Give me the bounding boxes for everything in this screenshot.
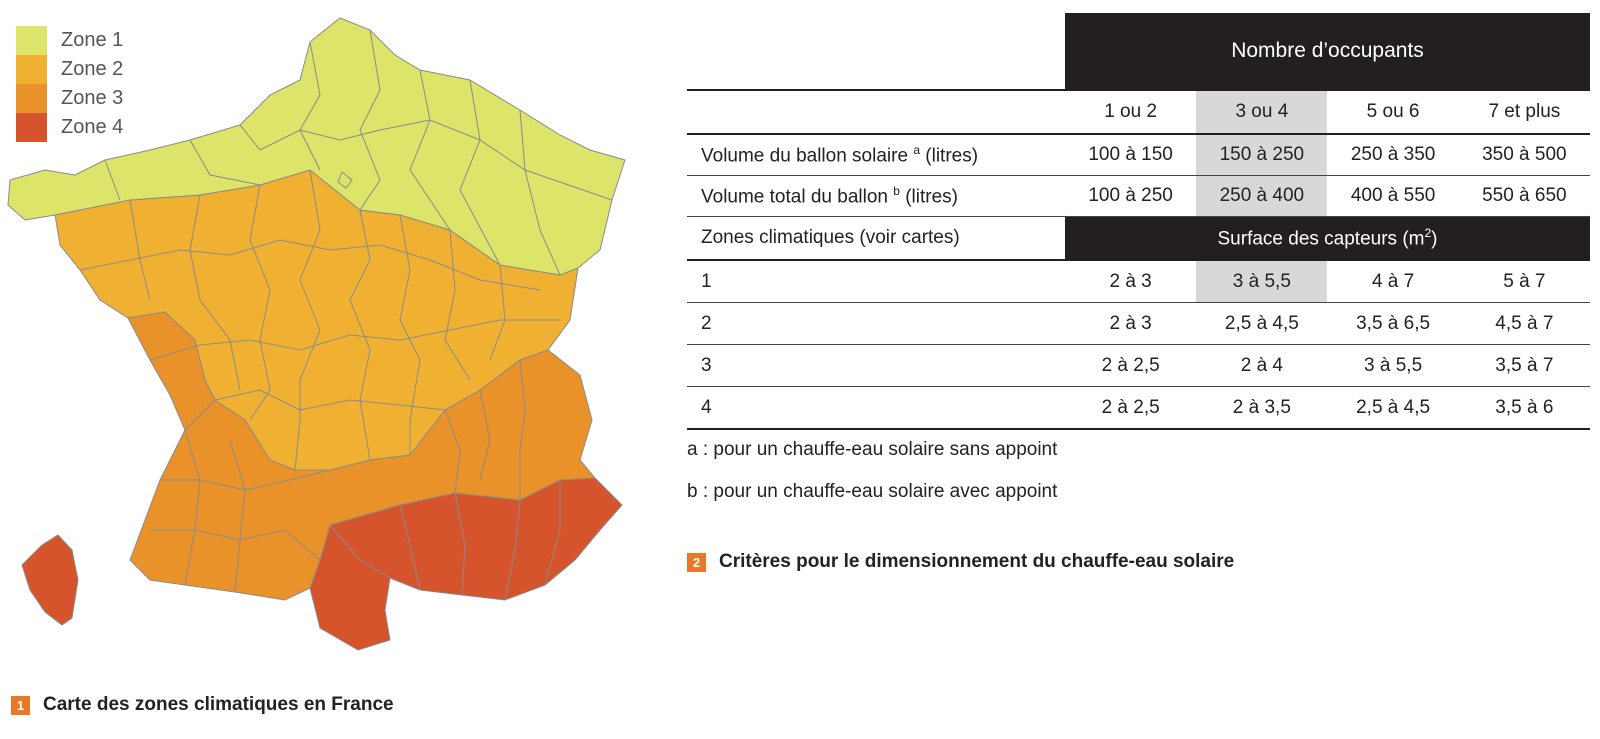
occupants-header-row: [687, 90, 1590, 134]
table-cell: 150 à 250: [1196, 134, 1327, 176]
figure-1-caption: [11, 694, 394, 716]
footnote-marker: b: [893, 183, 900, 198]
table-cell: 2 à 2,5: [1065, 345, 1196, 387]
footnote-marker: a: [913, 142, 920, 157]
legend-label: Zone 2: [61, 58, 124, 80]
map-legend: [16, 26, 123, 142]
column-header: 1 ou 2: [1065, 90, 1196, 134]
table-cell: 400 à 550: [1327, 176, 1458, 217]
table-corner-cell: [687, 90, 1065, 134]
table-row: [687, 303, 1590, 345]
surface-group-header: Surface des capteurs $(m^2)$: [1065, 217, 1590, 261]
legend-swatch: [16, 26, 47, 55]
table-corner-cell: [687, 13, 1065, 90]
zone-number: 1: [687, 260, 1065, 303]
table-cell: 2 à 3: [1065, 303, 1196, 345]
row-label: Volume total du ballon $^b$ (litres): [687, 176, 1065, 217]
table-cell: 550 à 650: [1459, 176, 1590, 217]
table-group-header-row: [687, 13, 1590, 90]
table-cell: 3,5 à 6,5: [1327, 303, 1458, 345]
zones-header-row: [687, 217, 1590, 261]
legend-item-zone-2: [16, 55, 123, 84]
occupants-group-header: Nombre d’occupants: [1065, 13, 1590, 90]
row-label: Volume du ballon solaire $^a$ (litres): [687, 134, 1065, 176]
table-cell: 3,5 à 7: [1459, 345, 1590, 387]
table-cell: 5 à 7: [1459, 260, 1590, 303]
legend-item-zone-1: [16, 26, 123, 55]
table-cell: 2 à 3: [1065, 260, 1196, 303]
legend-label: Zone 3: [61, 87, 124, 109]
zone-number: 3: [687, 345, 1065, 387]
footnote-b: b : pour un chauffe-eau solaire avec appoint: [687, 481, 1058, 502]
figure-2-caption: [687, 551, 1234, 573]
table-cell: 2,5 à 4,5: [1327, 387, 1458, 430]
table-cell: 350 à 500: [1459, 134, 1590, 176]
legend-label: Zone 4: [61, 116, 124, 138]
zones-label: Zones climatiques (voir cartes): [701, 227, 960, 248]
column-header: 3 ou 4: [1196, 90, 1327, 134]
table-cell: 2 à 2,5: [1065, 387, 1196, 430]
column-header: 7 et plus: [1459, 90, 1590, 134]
corsica-region: [22, 535, 78, 625]
solar-sizing-table: [687, 13, 1590, 430]
footnote-a: a : pour un chauffe-eau solaire sans appoint: [687, 439, 1058, 460]
figure-caption-text: Critères pour le dimensionnement du chauffe-eau solaire: [719, 551, 1235, 572]
table-row: [687, 345, 1590, 387]
table-row: [687, 134, 1590, 176]
figure-number-badge: 1: [11, 696, 30, 715]
legend-swatch: [16, 55, 47, 84]
table-cell: 100 à 250: [1065, 176, 1196, 217]
table-row: [687, 260, 1590, 303]
table-cell: 4,5 à 7: [1459, 303, 1590, 345]
legend-swatch: [16, 84, 47, 113]
table-cell: 250 à 350: [1327, 134, 1458, 176]
table-cell: 2,5 à 4,5: [1196, 303, 1327, 345]
legend-swatch: [16, 113, 47, 142]
zone-number: 4: [687, 387, 1065, 430]
table-cell: 3,5 à 6: [1459, 387, 1590, 430]
figure-number-badge: 2: [687, 553, 706, 572]
zone-number: 2: [687, 303, 1065, 345]
legend-item-zone-3: [16, 84, 123, 113]
table-cell: 3 à 5,5: [1327, 345, 1458, 387]
table-cell: 2 à 4: [1196, 345, 1327, 387]
table-cell: 3 à 5,5: [1196, 260, 1327, 303]
legend-label: Zone 1: [61, 29, 124, 51]
table-cell: 250 à 400: [1196, 176, 1327, 217]
table-row: [687, 387, 1590, 430]
table-cell: 2 à 3,5: [1196, 387, 1327, 430]
figure-caption-text: Carte des zones climatiques en France: [43, 694, 394, 715]
table-cell: 100 à 150: [1065, 134, 1196, 176]
table-row: [687, 176, 1590, 217]
column-header: 5 ou 6: [1327, 90, 1458, 134]
legend-item-zone-4: [16, 113, 123, 142]
table-cell: 4 à 7: [1327, 260, 1458, 303]
